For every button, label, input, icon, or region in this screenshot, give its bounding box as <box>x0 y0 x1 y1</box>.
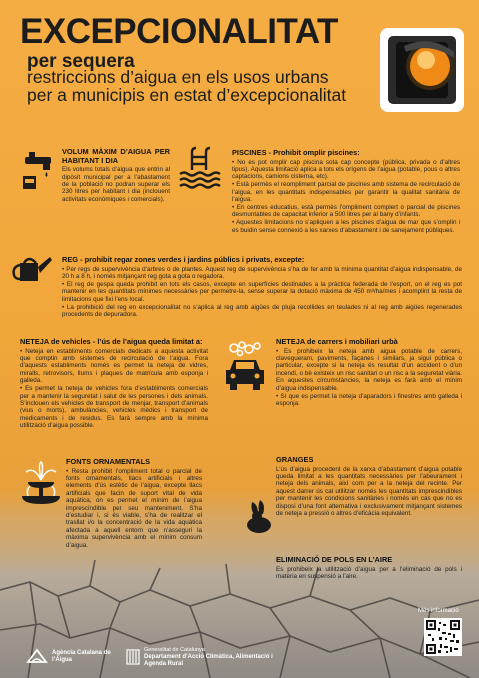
traffic-light-icon <box>374 22 470 118</box>
section-fonts <box>66 458 202 550</box>
aca-label: Agència Catalana de l’Aigua <box>52 650 111 663</box>
section-vehicles <box>20 338 208 430</box>
section-piscines <box>232 149 460 235</box>
qr-code[interactable] <box>424 618 462 656</box>
piscines-item: • Està permès el reompliment parcial de piscines amb sistema de recirculació de l’aigua, en les quantitats indispensables per garantir la qualitat sanitària de l’aigua. <box>232 181 460 204</box>
aca-logo <box>26 648 48 664</box>
section-granges <box>276 456 462 518</box>
piscines-item: • Aquestes limitacions no s’apliquen a les piscines d’aigua de mar que s’omplin i es buidin sense connexió a les xarxes d’abastament i de sanejament públiques. <box>232 219 460 234</box>
piscines-item: • En centres educatius, està permès l’ompliment complert o parcial de piscines desmuntables de capacitat inferior a 500 litres per al bany d’infants. <box>232 204 460 219</box>
volum-heading: VOLUM MÀXIM D’AIGUA PER HABITANT I DIA <box>62 147 170 165</box>
qr-code-image <box>426 620 460 654</box>
vehicles-item: • Neteja en establiments comercials dedicats a aquesta activitat que comptin amb sistemes de recirculació de l’aigua. Fora d’aquests establiments només es permet la neteja de vidres, miralls, retrovisors, llums i plaques de matrícula amb esponja i galleda. <box>20 347 208 385</box>
reg-item: • Per regs de supervivència d’arbres o de plantes. Aquest reg de supervivència s’ha de fer amb la mínima quantitat d’aigua indispensable, de 20 h a 8 h, i només mitjançant reg gota a gota o regadora. <box>62 265 462 280</box>
page-subtitle: per sequera <box>27 51 135 72</box>
section-volum <box>62 148 170 204</box>
section-carrers <box>276 338 462 408</box>
department-label: Departament d’Acció Climàtica, Alimentació i Agenda Rural <box>144 654 273 667</box>
pols-text: Es prohibeix la utilització d’aigua per a l’eliminació de pols i matèria en suspensió a l’aire. <box>276 565 462 580</box>
carrers-heading: NETEJA de carrers i mobiliari urbà <box>276 337 398 346</box>
fonts-heading: FONTS ORNAMENTALS <box>66 457 151 466</box>
watering-can-icon <box>12 253 54 285</box>
fountain-icon <box>20 460 62 508</box>
generalitat-label: Generalitat de Catalunya <box>144 647 205 653</box>
lead-text: restriccions d’aigua en els usos urbans per a municipis en estat d’excepcionalitat <box>27 67 347 105</box>
piscines-heading: PISCINES - Prohibit omplir piscines: <box>232 148 360 157</box>
reg-item: • El reg de gespa queda prohibit en tots els casos, excepte en superfícies destinades a la pràctica federada de l’esport, on el reg es pot mantenir en les quantitats mínimes necessàries per permetre-la, sense superar la dotació màxima de 450 m³/ha/mes i acomplint la resta de limitacions que fixi l’ens local. <box>62 280 462 303</box>
volum-text: Els volums totals d’aigua que entrin al dipòsit municipal per a l’abastament de la població no podran superar els 230 litres per habitant i dia (inclouent activitats econòmiques i comercials). <box>62 166 170 203</box>
piscines-item: • No es pot omplir cap piscina sota cap concepte (pública, privada o d’altres tipus). Aquesta limitació aplica a tots els orígens de l’aigua (potable, pous o altres captacions, camions cisterna, etc). <box>232 158 460 181</box>
vehicles-item: • Es permet la neteja de vehicles fora d’establiments comercials per a mantenir la seguretat i salut de les persones i dels animals. S’inclouen els vehicles de transport de menjar, transport d’animals (vius o morts), ambulàncies, vehicles mèdics i transport de medicaments i de residus. Es farà sempre amb la mínima utilització d’aigua possible. <box>20 385 208 430</box>
section-pols <box>276 556 462 581</box>
pols-heading: ELIMINACIÓ DE POLS EN L’AIRE <box>276 555 393 564</box>
fonts-text: • Resta prohibit l’ompliment total o parcial de fonts ornamentals, llacs artificials i altres elements d’ús estètic de l’aigua, excepte llacs artificials que facin de suport vital de vida aquàtica, on es permet el mínim de l’aigua imprescindible per seu manteniment. S’ha d’estudiar i, si és viable, s’ha de realitzar el trasllat i/o la concentració de la vida aquàtica afectada a aquell entorn que n’asseguri la màxima supervivència amb el mínim consum d’aigua. <box>66 467 202 549</box>
carrers-item: • Es prohibeix la neteja amb aigua potable de carrers, clavegueram, paviments, façanes i similars, ja sigui pública o particular, excepte si la neteja és resultat d’un accident o d’un incendi, o bé existeix un risc sanitari o un risc a la seguretat viària. En aquestes circumstàncies, la neteja es farà amb el mínim d’aigua indispensable. <box>276 347 462 392</box>
tap-icon <box>21 148 57 190</box>
granges-text: L’ús d’aigua procedent de la xarxa d’abastament d’aigua potable queda limitat a les quantitats necessàries per l’abeurament i neteja dels animals, així com per a la neteja del recinte. Per aquest darrer ús cal utilitzar només les quantitats imprescindibles per mantenir les condicions sanitàries i només en cas que no es disposi d’una font alternativa i exclusivament mitjançant sistemes de neteja a pressió o altres d’eficàcia equivalent. <box>276 465 462 518</box>
generalitat-logo <box>126 649 140 665</box>
rabbit-icon <box>244 500 274 534</box>
granges-heading: GRANGES <box>276 455 314 464</box>
reg-heading: REG - prohibit regar zones verdes i jardins públics i privats, excepte: <box>62 255 305 264</box>
page-title: EXCEPCIONALITAT <box>20 12 338 51</box>
section-reg <box>62 256 462 319</box>
qr-caption: Més informació <box>418 608 459 614</box>
reg-item: • La prohibició del reg en excepcionalitat no s’aplica al reg amb aigües de pluja recollides en teulades ni al reg amb aigües regenerades procedents de depuradora. <box>62 303 462 319</box>
vehicles-heading: NETEJA de vehicles - l’ús de l’aigua queda limitat a: <box>20 337 203 346</box>
swimming-pool-icon <box>178 146 224 190</box>
carrers-item: • Sí que es permet la neteja d’aparadors i finestres amb galleda i esponja. <box>276 392 462 407</box>
car-wash-icon <box>222 340 268 392</box>
